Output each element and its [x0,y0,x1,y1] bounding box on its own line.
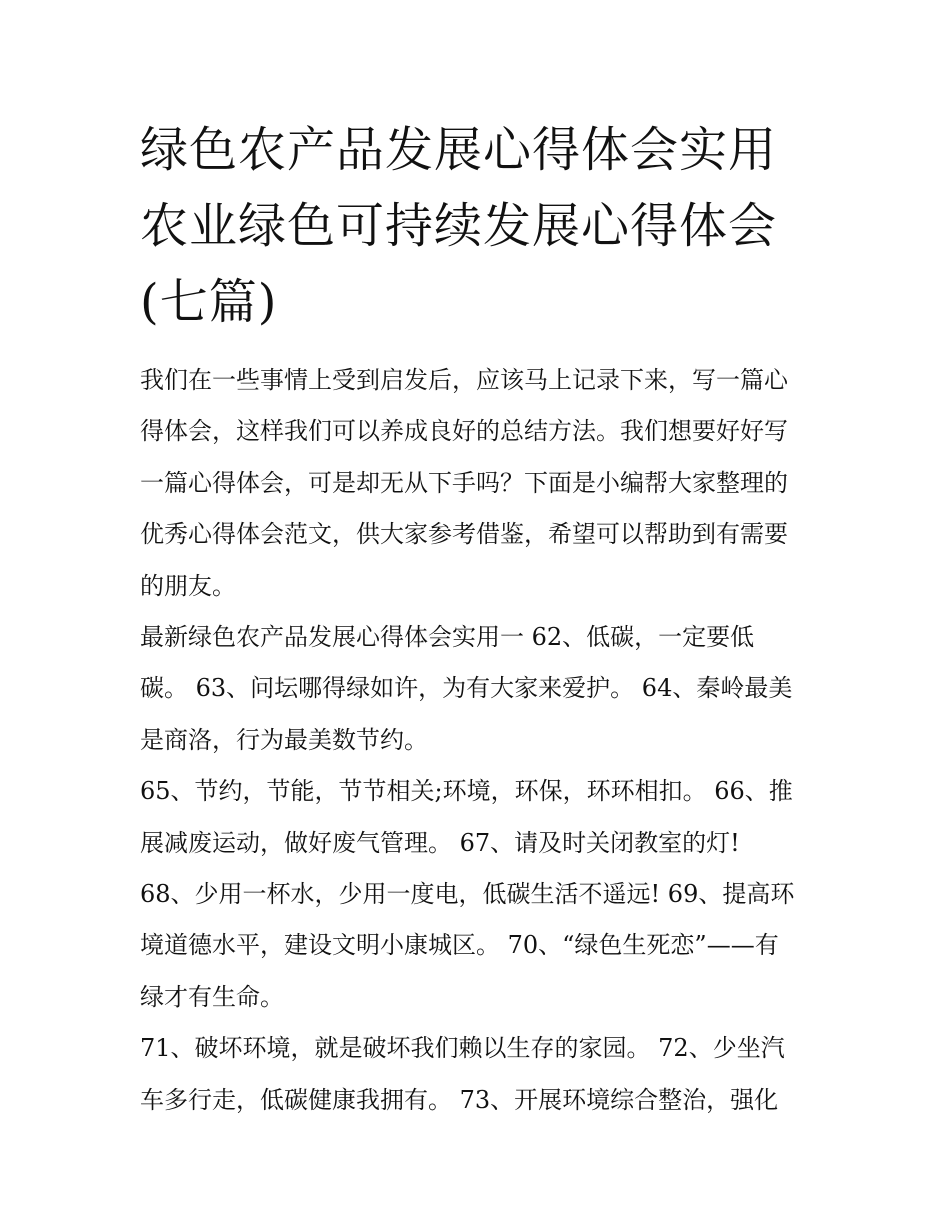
paragraph-68-70: 68、少用一杯水，少用一度电，低碳生活不遥远! 69、提高环 境道德水平，建设文明小康城区。 70、“绿色生死恋”——有 绿才有生命。 [140,880,795,1011]
paragraph-62-64: 最新绿色农产品发展心得体会实用一 62、低碳，一定要低 碳。 63、问坛哪得绿如许，为有大家来爱护。 64、秦岭最美 是商洛，行为最美数节约。 [140,623,793,754]
document-title: 绿色农产品发展心得体会实用 农业绿色可持续发展心得体会 (七篇) [140,122,778,330]
document-body [140,355,820,1126]
paragraph-71-73: 71、破坏环境，就是破坏我们赖以生存的家园。 72、少坐汽 车多行走，低碳健康我拥有。 73、开展环境综合整治，强化 [140,1034,785,1114]
paragraph-intro: 我们在一些事情上受到启发后，应该马上记录下来，写一篇心 得体会，这样我们可以养成良好的总结方法。我们想要好好写 一篇心得体会，可是却无从下手吗？下面是小编帮大家整理的 优秀心得体会范文，供大家参考借鉴，希望可以帮助到有需要 的朋友。 [140,366,788,600]
paragraph-65-67: 65、节约，节能，节节相关;环境，环保，环环相扣。 66、推 展减废运动，做好废气管理。 67、请及时关闭教室的灯! [140,777,793,857]
